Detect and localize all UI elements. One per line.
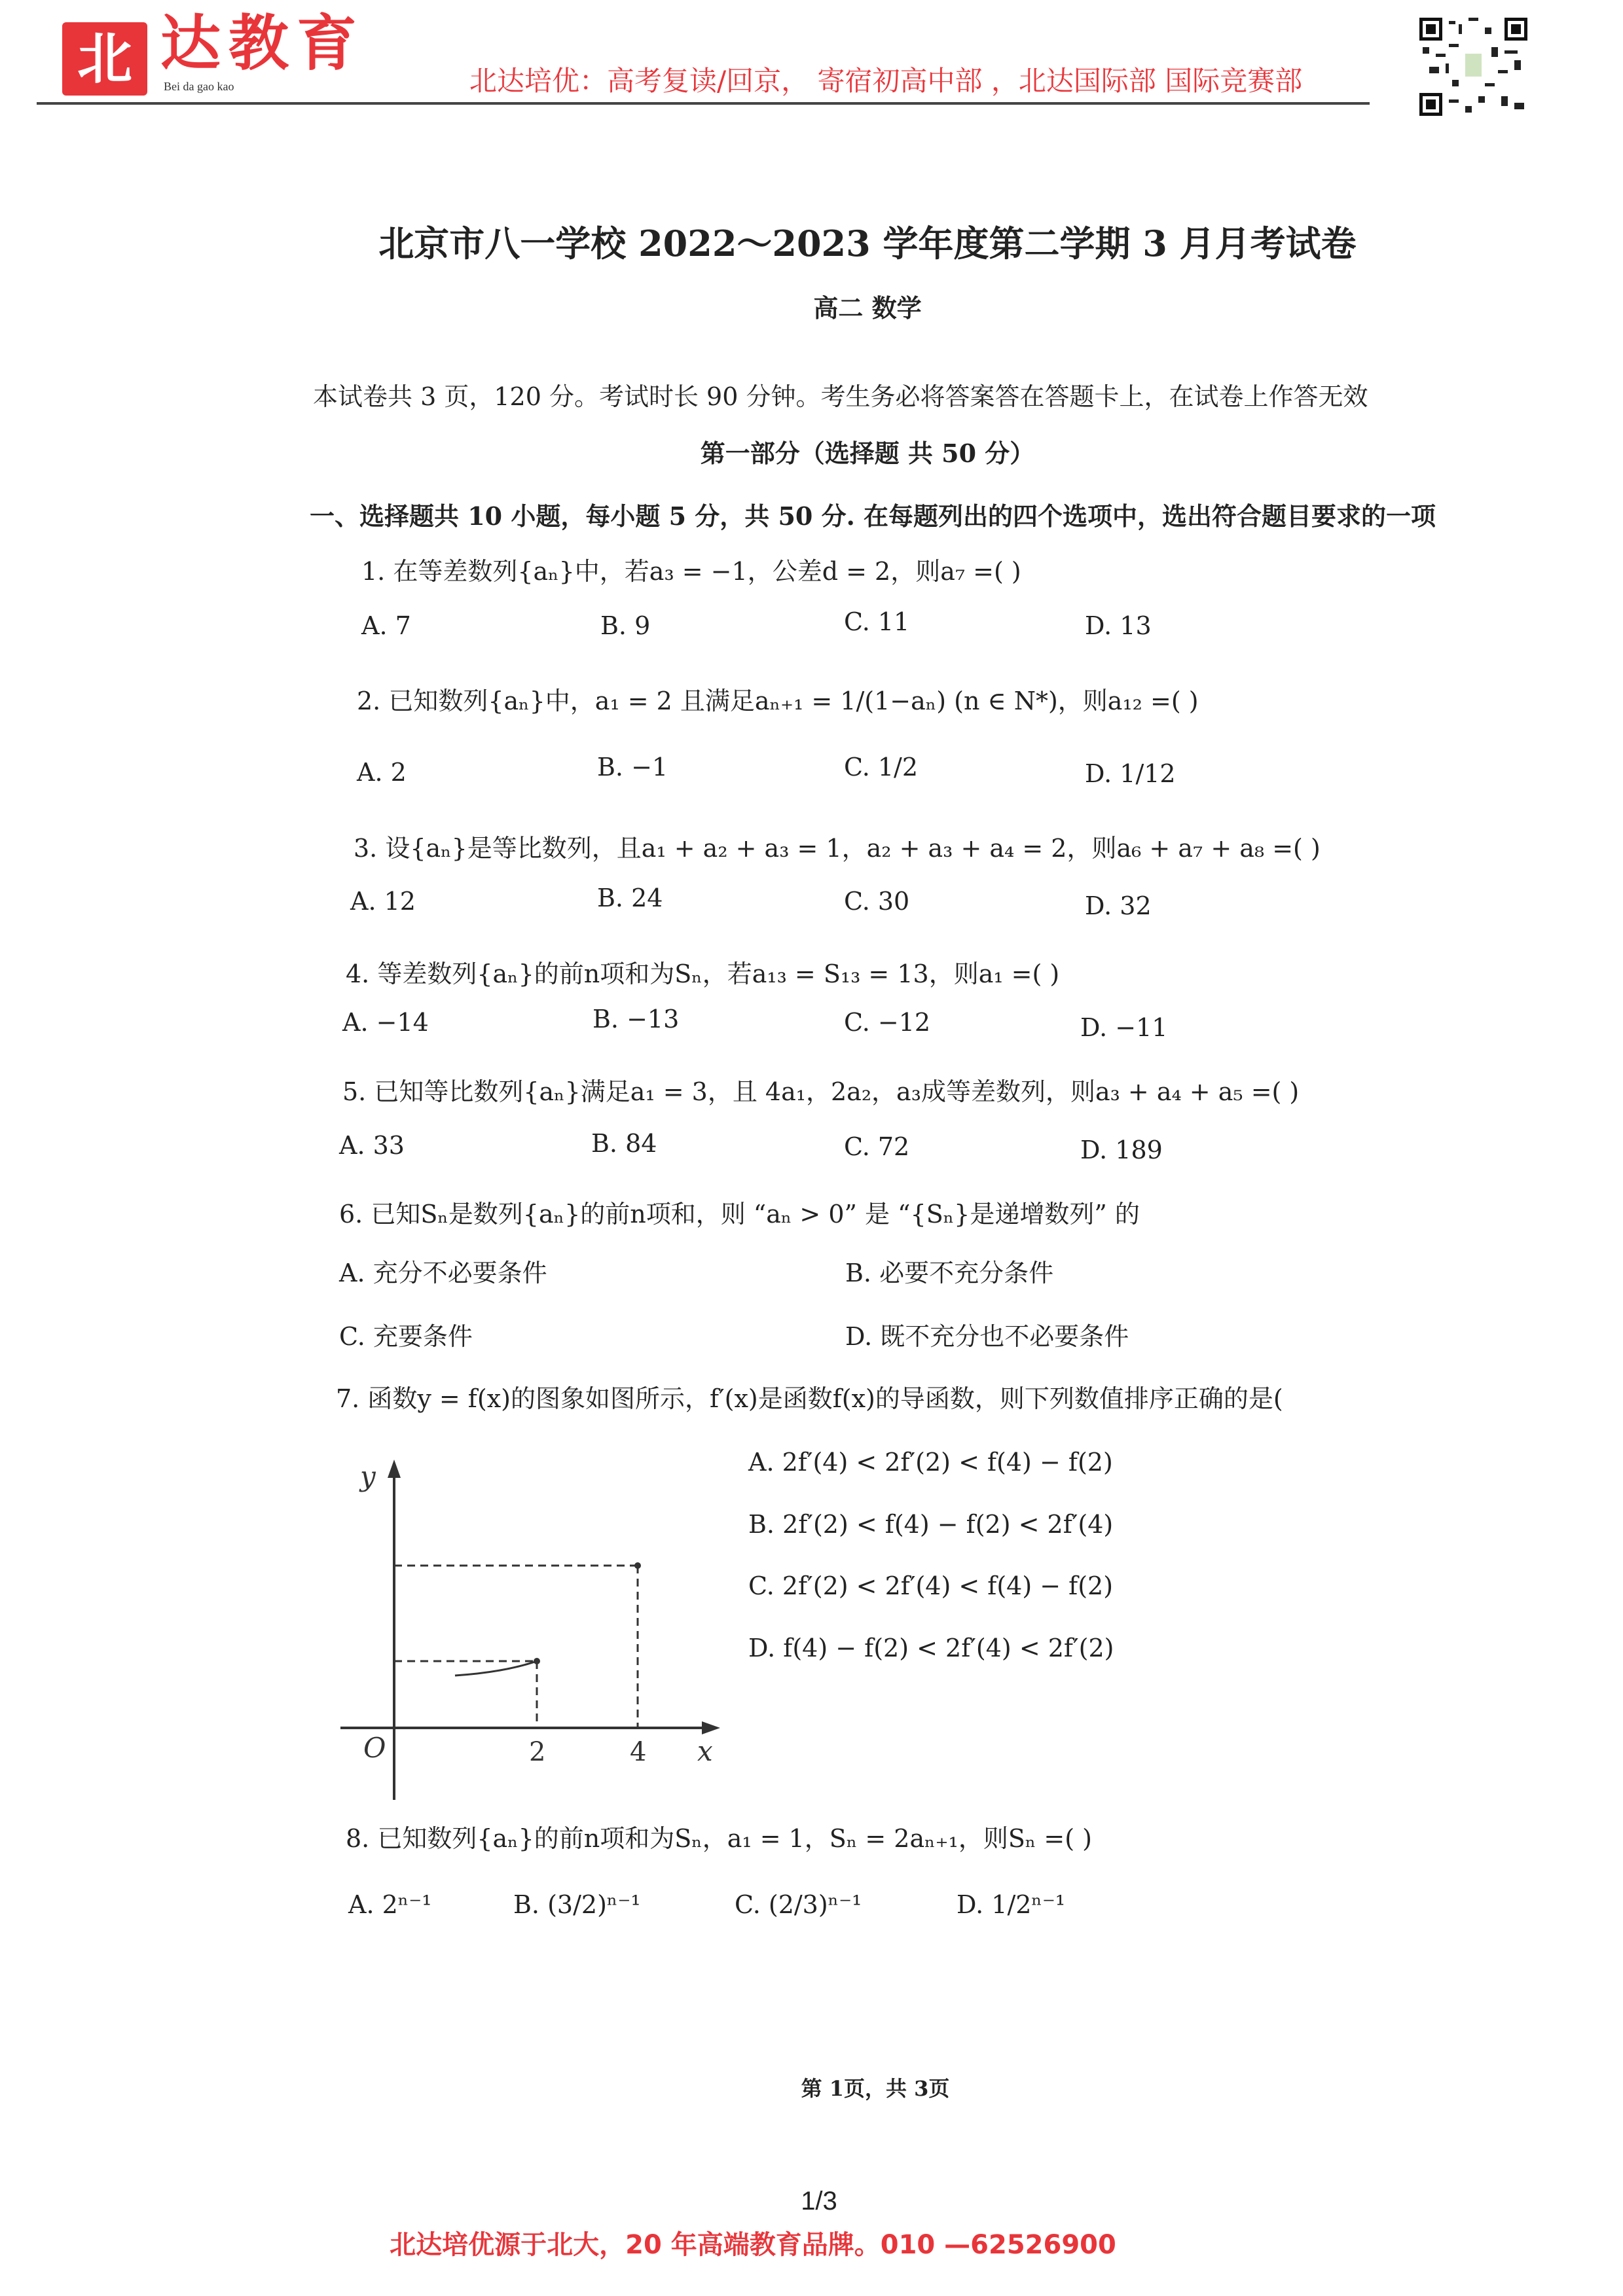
question-3-stem: 3. 设{aₙ}是等比数列，且a₁ + a₂ + a₃ = 1，a₂ + a₃ + a₄ = 2，则a₆ + a₇ + a₈ =( )	[354, 834, 1321, 863]
question-2-option-c: C. 1/2	[844, 753, 919, 781]
function-curve	[455, 1661, 537, 1676]
question-4-stem: 4. 等差数列{aₙ}的前n项和为Sₙ，若a₁₃ = S₁₃ = 13，则a₁ =( )	[346, 960, 1060, 988]
footer-ad: 北达培优源于北大，20 年高端教育品牌。010 —62526900	[390, 2230, 1116, 2260]
origin-label: O	[363, 1732, 386, 1764]
question-8-option-c: C. (2/3)ⁿ⁻¹	[735, 1890, 862, 1919]
x-tick-2: 2	[529, 1737, 546, 1767]
question-3-option-d: D. 32	[1085, 891, 1152, 920]
logo-char: 北	[77, 26, 132, 91]
question-5-option-c: C. 72	[844, 1132, 910, 1161]
question-8-option-d: D. 1/2ⁿ⁻¹	[957, 1890, 1066, 1919]
question-8-option-a: A. 2ⁿ⁻¹	[348, 1890, 432, 1919]
question-5-option-d: D. 189	[1080, 1136, 1163, 1164]
question-3-option-c: C. 30	[844, 887, 910, 916]
logo-mark	[62, 22, 147, 96]
question-6-option-a: A. 充分不必要条件	[339, 1259, 547, 1287]
logo-text: 达教育	[160, 8, 365, 79]
section1-instructions: 一、选择题共 10 小题，每小题 5 分，共 50 分. 在每题列出的四个选项中，选出符合题目要求的一项	[310, 501, 1436, 531]
point-f2	[534, 1658, 540, 1664]
question-1-option-b: B. 9	[600, 611, 651, 640]
logo-subtitle: Bei da gao kao	[164, 80, 234, 93]
y-axis-arrow	[388, 1460, 401, 1478]
page-number: 1/3	[801, 2187, 837, 2215]
question-7-option-d: D. f(4) − f(2) < 2f′(4) < 2f′(2)	[748, 1634, 1114, 1662]
header-divider	[37, 102, 1370, 105]
question-8-option-b: B. (3/2)ⁿ⁻¹	[513, 1890, 641, 1919]
question-5-option-b: B. 84	[591, 1129, 657, 1158]
question-1-option-d: D. 13	[1085, 611, 1152, 640]
question-8-stem: 8. 已知数列{aₙ}的前n项和为Sₙ，a₁ = 1，Sₙ = 2aₙ₊₁，则Sₙ =( )	[346, 1824, 1092, 1853]
x-axis-label: x	[697, 1735, 713, 1767]
x-tick-4: 4	[630, 1737, 647, 1767]
question-6-stem: 6. 已知Sₙ是数列{aₙ}的前n项和，则 “aₙ > 0” 是 “{Sₙ}是递增数列” 的	[339, 1200, 1140, 1229]
question-7-stem: 7. 函数y = f(x)的图象如图所示，f′(x)是函数f(x)的导函数，则下列数值排序正确的是(	[336, 1384, 1283, 1413]
question-1-option-c: C. 11	[844, 607, 910, 636]
question-2-option-a: A. 2	[357, 758, 407, 787]
question-3-option-b: B. 24	[597, 884, 663, 912]
question-4-option-d: D. −11	[1080, 1013, 1168, 1042]
question-7-option-a: A. 2f′(4) < 2f′(2) < f(4) − f(2)	[748, 1448, 1113, 1477]
question-2-option-d: D. 1/12	[1085, 759, 1176, 788]
question-7-option-c: C. 2f′(2) < 2f′(4) < f(4) − f(2)	[748, 1571, 1114, 1600]
part1-title: 第一部分（选择题 共 50 分）	[700, 439, 1035, 468]
question-3-option-a: A. 12	[350, 887, 416, 916]
question-1-stem: 1. 在等差数列{aₙ}中，若a₃ = −1，公差d = 2，则a₇ =( )	[361, 557, 1021, 586]
function-graph	[334, 1453, 727, 1806]
question-5-option-a: A. 33	[339, 1131, 405, 1160]
point-f4	[634, 1562, 641, 1569]
question-5-stem: 5. 已知等比数列{aₙ}满足a₁ = 3，且 4a₁，2a₂，a₃成等差数列，则a₃ + a₄ + a₅ =( )	[342, 1077, 1300, 1106]
question-4-option-c: C. −12	[844, 1008, 931, 1037]
question-7-option-b: B. 2f′(2) < f(4) − f(2) < 2f′(4)	[748, 1510, 1114, 1539]
page-footer: 第 1页，共 3页	[801, 2076, 950, 2101]
question-6-option-d: D. 既不充分也不必要条件	[845, 1322, 1129, 1351]
question-6-option-c: C. 充要条件	[339, 1322, 473, 1351]
exam-intro: 本试卷共 3 页，120 分。考试时长 90 分钟。考生务必将答案答在答题卡上，在试卷上作答无效	[313, 382, 1368, 411]
x-axis-arrow	[702, 1721, 720, 1734]
exam-title: 北京市八一学校 2022～2023 学年度第二学期 3 月月考试卷	[378, 223, 1357, 264]
qr-code-icon	[1419, 18, 1527, 116]
question-2-stem: 2. 已知数列{aₙ}中，a₁ = 2 且满足aₙ₊₁ = 1/(1−aₙ) (n ∈ N*)，则a₁₂ =( )	[357, 687, 1199, 715]
question-4-option-b: B. −13	[593, 1005, 680, 1033]
question-2-option-b: B. −1	[597, 753, 668, 781]
question-6-option-b: B. 必要不充分条件	[845, 1259, 1054, 1287]
header-slogan: 北达培优：高考复读/回京， 寄宿初高中部 ，北达国际部 国际竞赛部	[469, 65, 1303, 97]
exam-subtitle: 高二 数学	[813, 293, 922, 323]
question-4-option-a: A. −14	[342, 1008, 429, 1037]
question-1-option-a: A. 7	[361, 611, 411, 640]
y-axis-label: y	[360, 1460, 376, 1492]
